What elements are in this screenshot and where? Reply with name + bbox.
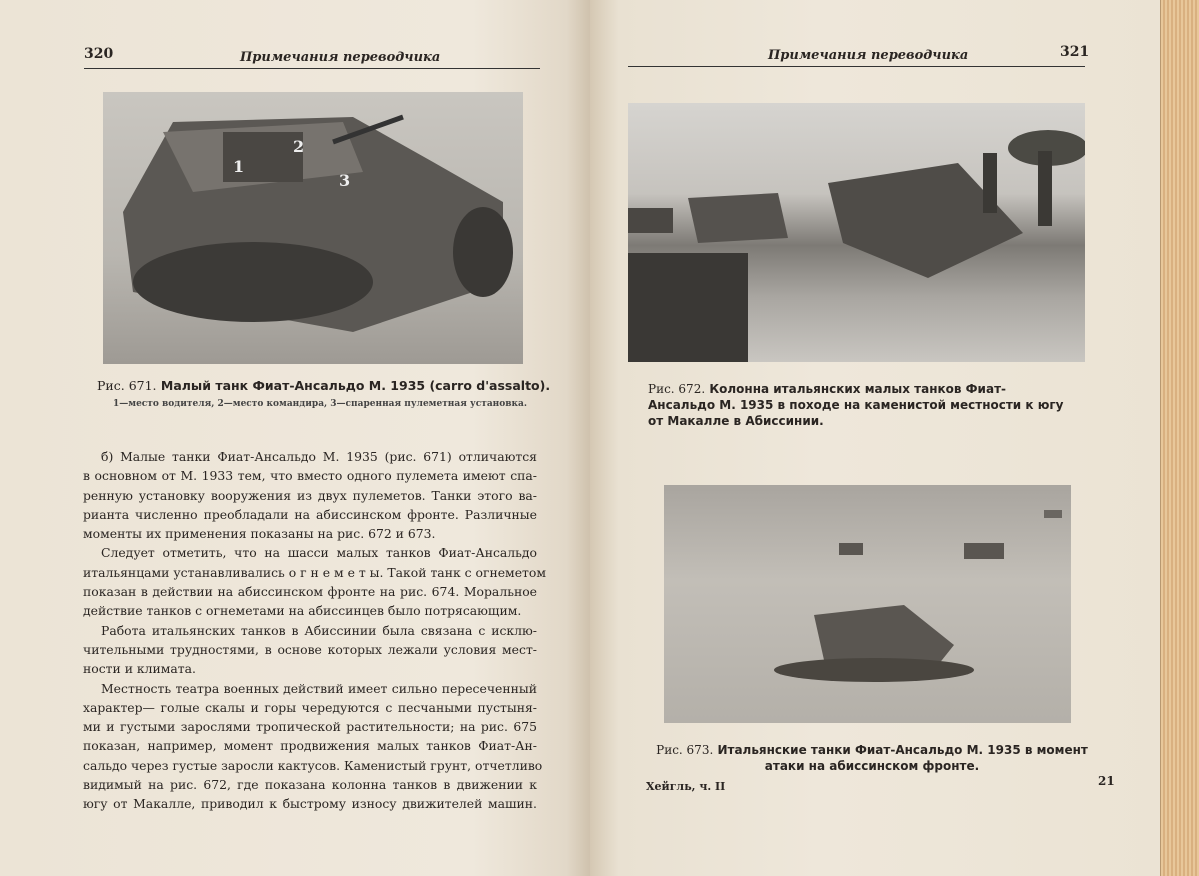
text-line: Следует отметить, что на шасси малых танков Фиат-Ансальдо: [101, 545, 537, 561]
figure-672-caption: Рис. 672. Колонна итальянских малых танков Фиат-Ансальдо М. 1935 в походе на каменистой местности к югу от Макалле в Абиссинии.: [648, 382, 1064, 428]
running-header: Примечания переводчика: [240, 50, 441, 65]
text-line: показан, например, момент продвижения малых танков Фиат-Ан-: [83, 738, 537, 754]
signature-mark: Хейгль, ч. II: [646, 780, 726, 793]
text-line: характер— голые скалы и горы чередуются с песчаными пустыня-: [83, 699, 537, 715]
text-line: в основном от М. 1933 тем, что вместо одного пулемета имеют спа-: [83, 468, 537, 484]
figure-671-photo: [103, 92, 523, 364]
tanks-attack-photo: [664, 485, 1071, 723]
page-number: 321: [1060, 44, 1090, 60]
text-line: действие танков с огнеметами на абиссинцев было потрясающим.: [83, 603, 522, 619]
text-line: б) Малые танки Фиат-Ансальдо М. 1935 (рис. 671) отличаются: [101, 449, 537, 464]
text-line: моменты их применения показаны на рис. 672 и 673.: [83, 526, 436, 542]
tank-column-photo: [628, 103, 1085, 362]
figure-671-legend: 1—место водителя, 2—место командира, 3—спаренная пулеметная установка.: [113, 399, 527, 409]
header-rule: [628, 66, 1085, 67]
figure-672-photo: [628, 103, 1085, 362]
text-line: чительными трудностями, в основе которых лежали условия мест-: [83, 641, 537, 657]
mark-1: 1: [233, 157, 245, 176]
body-text: [83, 447, 546, 814]
text-line: рианта численно преобладали на абиссинском фронте. Различные: [83, 506, 537, 522]
figure-671-caption: Рис. 671. Малый танк Фиат-Ансальдо М. 1935 (carro d'assalto).: [97, 378, 551, 393]
tank-illustration: [103, 92, 523, 364]
running-header: Примечания переводчика: [768, 48, 969, 63]
text-line: сальдо через густые заросли кактусов. Каменистый грунт, отчетливо: [83, 757, 543, 773]
figure-673-photo: [664, 485, 1071, 723]
text-line: показан в действии на абиссинском фронте на рис. 674. Моральное: [83, 584, 537, 600]
mark-3: 3: [339, 171, 351, 190]
sheet-number: 21: [1098, 774, 1115, 788]
figure-673-caption: Рис. 673. Итальянские танки Фиат-Ансальдо М. 1935 в момент атаки на абиссинском фронте.: [656, 743, 1088, 773]
mark-2: 2: [293, 137, 305, 156]
text-line: Работа итальянских танков в Абиссинии была связана с исклю-: [101, 622, 537, 638]
text-line: Местность театра военных действий имеет сильно пересеченный: [101, 680, 537, 696]
text-line: ми и густыми зарослями тропической растительности; на рис. 675: [83, 719, 537, 735]
text-line: ренную установку вооружения из двух пулеметов. Танки этого ва-: [83, 487, 537, 503]
text-line: видимый на рис. 672, где показана колонна танков в движении к: [83, 777, 537, 793]
text-line: югу от Макалле, приводил к быстрому износу движителей машин.: [83, 796, 537, 812]
text-line: ности и климата.: [83, 661, 196, 677]
right-page: [590, 0, 1165, 876]
header-rule: [84, 68, 540, 69]
text-line: итальянцами устанавливались о г н е м е т ы. Такой танк с огнеметом: [83, 564, 546, 580]
left-page: [0, 0, 590, 876]
page-number: 320: [84, 46, 114, 62]
page-edges: [1160, 0, 1199, 876]
